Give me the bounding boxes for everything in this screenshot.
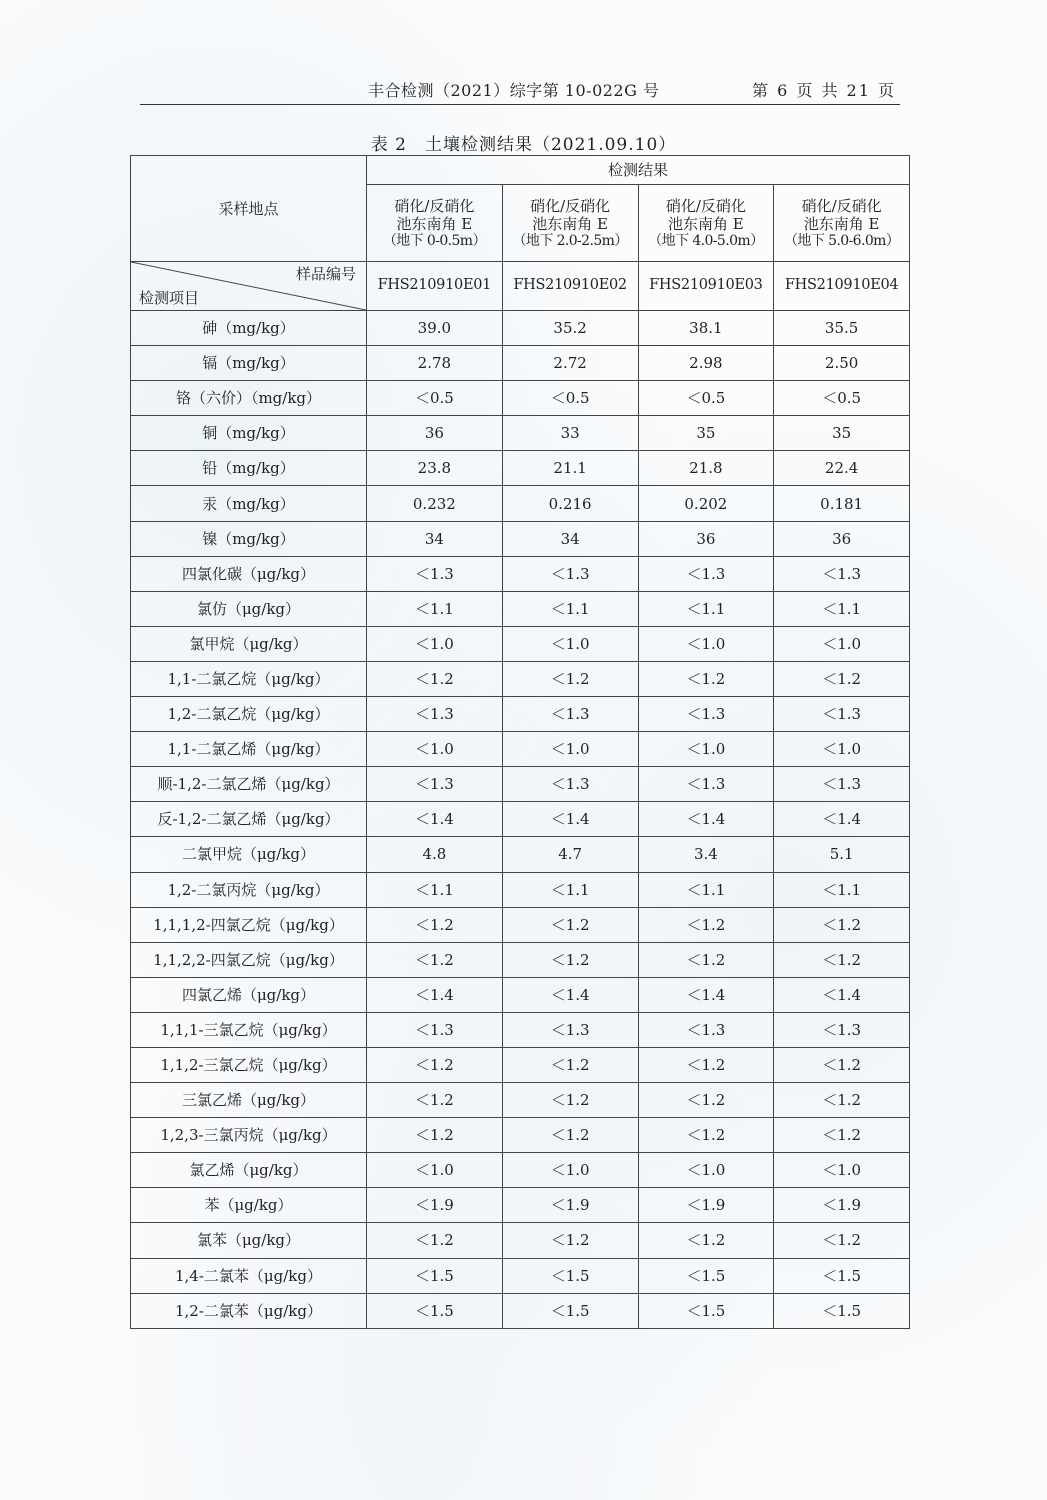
result-value-cell: 21.8 [638,451,774,486]
result-value-cell: ＜1.3 [774,556,910,591]
result-value-cell: ＜1.3 [638,1012,774,1047]
result-value-cell: 0.202 [638,486,774,521]
result-value-cell: ＜1.2 [367,1118,503,1153]
result-value-cell: 2.50 [774,346,910,381]
result-value-cell: ＜1.4 [367,977,503,1012]
table-row [131,697,910,732]
table-row [131,872,910,907]
test-item-cell: 1,1,1-三氯乙烷（μg/kg） [131,1012,367,1047]
result-value-cell: ＜0.5 [774,381,910,416]
result-value-cell: ＜1.0 [367,732,503,767]
result-value-cell: ＜1.5 [502,1293,638,1328]
table-row [131,802,910,837]
test-item-cell: 1,2,3-三氯丙烷（μg/kg） [131,1118,367,1153]
location-name-line1: 硝化/反硝化 [530,196,611,215]
result-value-cell: ＜1.1 [774,872,910,907]
result-value-cell: 35 [638,416,774,451]
result-value-cell: 0.216 [502,486,638,521]
result-value-cell: ＜1.2 [367,942,503,977]
result-value-cell: 35.2 [502,311,638,346]
result-value-cell: ＜1.2 [502,661,638,696]
test-item-cell: 顺-1,2-二氯乙烯（μg/kg） [131,767,367,802]
test-item-cell: 1,2-二氯乙烷（μg/kg） [131,697,367,732]
result-value-cell: ＜1.3 [502,767,638,802]
test-item-cell: 1,1-二氯乙烷（μg/kg） [131,661,367,696]
result-value-cell: ＜1.2 [638,661,774,696]
result-value-cell: ＜1.1 [367,872,503,907]
test-item-cell: 砷（mg/kg） [131,311,367,346]
result-value-cell: ＜1.1 [638,591,774,626]
test-item-cell: 1,1,2,2-四氯乙烷（μg/kg） [131,942,367,977]
result-value-cell: 36 [367,416,503,451]
test-item-cell: 二氯甲烷（μg/kg） [131,837,367,872]
result-value-cell: ＜0.5 [502,381,638,416]
table-row [131,1223,910,1258]
test-item-cell: 氯苯（μg/kg） [131,1223,367,1258]
sample-id: FHS210910E04 [774,262,910,311]
result-value-cell: 21.1 [502,451,638,486]
test-item-cell: 反-1,2-二氯乙烯（μg/kg） [131,802,367,837]
result-value-cell: ＜1.0 [367,1153,503,1188]
result-value-cell: ＜1.2 [774,1083,910,1118]
result-value-cell: ＜1.0 [502,732,638,767]
location-name-line2: 池东南角 E [396,214,473,233]
test-item-cell: 四氯乙烯（μg/kg） [131,977,367,1012]
table-row [131,416,910,451]
result-value-cell: ＜1.1 [774,591,910,626]
sampling-site-header: 采样地点 [131,156,367,262]
test-item-cell: 镍（mg/kg） [131,521,367,556]
table-row [131,1012,910,1047]
result-value-cell: ＜1.9 [367,1188,503,1223]
page-header [140,72,900,105]
result-value-cell: ＜1.2 [774,907,910,942]
test-item-cell: 汞（mg/kg） [131,486,367,521]
result-value-cell: ＜1.4 [638,977,774,1012]
result-value-cell: ＜1.0 [502,1153,638,1188]
result-value-cell: ＜1.2 [502,942,638,977]
sample-id: FHS210910E03 [638,262,774,311]
result-value-cell: ＜1.3 [638,767,774,802]
result-value-cell: ＜1.9 [774,1188,910,1223]
location-name-line2: 池东南角 E [803,214,880,233]
result-value-cell: ＜1.0 [638,1153,774,1188]
result-value-cell: ＜1.2 [774,942,910,977]
result-value-cell: 4.8 [367,837,503,872]
test-item-cell: 铜（mg/kg） [131,416,367,451]
result-value-cell: ＜1.2 [367,1223,503,1258]
table-row [131,556,910,591]
table-row [131,1047,910,1082]
result-value-cell: ＜0.5 [638,381,774,416]
result-value-cell: ＜1.4 [502,802,638,837]
result-value-cell: ＜1.5 [367,1293,503,1328]
result-value-cell: ＜1.1 [367,591,503,626]
result-value-cell: ＜1.3 [774,1012,910,1047]
soil-results-table [130,155,910,1329]
result-value-cell: ＜1.3 [367,697,503,732]
test-item-cell: 四氯化碳（μg/kg） [131,556,367,591]
table-row [131,1153,910,1188]
result-value-cell: ＜1.2 [774,1223,910,1258]
location-name-line1: 硝化/反硝化 [394,196,475,215]
result-value-cell: ＜1.2 [502,1047,638,1082]
sample-id: FHS210910E02 [502,262,638,311]
result-value-cell: 33 [502,416,638,451]
result-value-cell: 22.4 [774,451,910,486]
location-header [638,185,774,262]
location-name-line2: 池东南角 E [532,214,608,233]
result-value-cell: ＜1.3 [638,556,774,591]
location-name-line1: 硝化/反硝化 [665,196,746,215]
table-row [131,767,910,802]
test-item-cell: 苯（μg/kg） [131,1188,367,1223]
table-title: 表 2 土壤检测结果（2021.09.10） [370,135,677,155]
test-item-cell: 氯甲烷（μg/kg） [131,626,367,661]
result-value-cell: 36 [638,521,774,556]
test-item-cell: 镉（mg/kg） [131,346,367,381]
result-value-cell: ＜1.5 [502,1258,638,1293]
location-header [774,185,910,262]
result-value-cell: 35.5 [774,311,910,346]
location-depth: （地下 5.0-6.0m） [784,232,900,249]
result-value-cell: ＜1.5 [774,1293,910,1328]
result-value-cell: ＜1.5 [638,1293,774,1328]
table-row [131,1293,910,1328]
result-value-cell: ＜1.3 [367,767,503,802]
result-value-cell: ＜1.2 [367,661,503,696]
result-value-cell: ＜1.3 [367,556,503,591]
table-row [131,486,910,521]
location-name-line1: 硝化/反硝化 [801,196,882,215]
result-value-cell: ＜1.2 [638,1118,774,1153]
result-value-cell: ＜1.0 [774,1153,910,1188]
table-row [131,1258,910,1293]
result-value-cell: ＜1.0 [638,626,774,661]
result-value-cell: ＜1.9 [502,1188,638,1223]
table-row [131,1118,910,1153]
result-value-cell: ＜1.1 [502,872,638,907]
result-value-cell: 34 [502,521,638,556]
result-value-cell: ＜1.3 [774,767,910,802]
result-value-cell: ＜1.3 [502,697,638,732]
result-value-cell: ＜1.5 [638,1258,774,1293]
table-row [131,381,910,416]
test-item-cell: 1,1,2-三氯乙烷（μg/kg） [131,1047,367,1082]
result-value-cell: ＜1.2 [367,907,503,942]
location-depth: （地下 0-0.5m） [382,232,486,249]
result-value-cell: ＜1.4 [774,977,910,1012]
table-row [131,1188,910,1223]
test-item-cell: 氯仿（μg/kg） [131,591,367,626]
result-value-cell: ＜1.0 [774,626,910,661]
result-value-cell: 3.4 [638,837,774,872]
test-item-cell: 1,2-二氯苯（μg/kg） [131,1293,367,1328]
location-header [502,185,638,262]
test-item-cell: 氯乙烯（μg/kg） [131,1153,367,1188]
result-value-cell: ＜1.2 [638,1223,774,1258]
table-row [131,451,910,486]
result-value-cell: ＜1.2 [502,907,638,942]
test-item-cell: 1,2-二氯丙烷（μg/kg） [131,872,367,907]
test-item-cell: 1,1-二氯乙烯（μg/kg） [131,732,367,767]
result-value-cell: 39.0 [367,311,503,346]
result-value-cell: ＜1.2 [638,1083,774,1118]
result-value-cell: ＜1.2 [638,907,774,942]
result-value-cell: 2.78 [367,346,503,381]
table-row [131,732,910,767]
result-value-cell: ＜1.0 [502,626,638,661]
result-value-cell: ＜1.3 [502,1012,638,1047]
page-number: 第 6 页 共 21 页 [752,81,896,100]
diagonal-header-cell [131,262,367,311]
test-item-cell: 1,1,1,2-四氯乙烷（μg/kg） [131,907,367,942]
result-value-cell: ＜1.3 [367,1012,503,1047]
result-value-cell: 4.7 [502,837,638,872]
test-item-cell: 1,4-二氯苯（μg/kg） [131,1258,367,1293]
sample-no-label: 样品编号 [295,265,356,283]
result-value-cell: 2.72 [502,346,638,381]
result-value-cell: ＜1.3 [774,697,910,732]
result-value-cell: ＜0.5 [367,381,503,416]
test-item-cell: 三氯乙烯（μg/kg） [131,1083,367,1118]
table-row [131,837,910,872]
result-value-cell: ＜1.2 [502,1223,638,1258]
result-value-cell: ＜1.3 [638,697,774,732]
result-value-cell: ＜1.0 [774,732,910,767]
test-item-cell: 铅（mg/kg） [131,451,367,486]
location-name-line2: 池东南角 E [668,214,744,233]
sample-id: FHS210910E01 [367,262,503,311]
result-value-cell: ＜1.0 [367,626,503,661]
result-value-cell: ＜1.4 [638,802,774,837]
table-row [131,591,910,626]
result-value-cell: ＜1.4 [502,977,638,1012]
result-value-cell: ＜1.2 [367,1083,503,1118]
result-value-cell: ＜1.5 [774,1258,910,1293]
table-row [131,661,910,696]
result-value-cell: 0.181 [774,486,910,521]
result-value-cell: 34 [367,521,503,556]
table-row [131,942,910,977]
table-row [131,346,910,381]
result-value-cell: ＜1.2 [502,1083,638,1118]
result-value-cell: ＜1.2 [774,1118,910,1153]
results-header: 检测结果 [367,156,910,185]
result-value-cell: 0.232 [367,486,503,521]
table-row [131,977,910,1012]
table-row [131,1083,910,1118]
result-value-cell: ＜1.2 [638,1047,774,1082]
location-depth: （地下 4.0-5.0m） [648,232,764,249]
table-row [131,521,910,556]
result-value-cell: 36 [774,521,910,556]
result-value-cell: ＜1.2 [367,1047,503,1082]
table-row [131,626,910,661]
report-number: 丰合检测（2021）综字第 10-022G 号 [368,81,660,100]
result-value-cell: ＜1.0 [638,732,774,767]
test-item-cell: 铬（六价）（mg/kg） [131,381,367,416]
result-value-cell: 38.1 [638,311,774,346]
result-value-cell: 5.1 [774,837,910,872]
result-value-cell: ＜1.5 [367,1258,503,1293]
result-value-cell: ＜1.1 [502,591,638,626]
result-value-cell: 23.8 [367,451,503,486]
result-value-cell: ＜1.1 [638,872,774,907]
result-value-cell: ＜1.3 [502,556,638,591]
result-value-cell: ＜1.4 [774,802,910,837]
table-row [131,907,910,942]
result-value-cell: ＜1.2 [502,1118,638,1153]
location-header [367,185,503,262]
test-item-label: 检测项目 [139,289,200,307]
location-depth: （地下 2.0-2.5m） [512,232,628,249]
result-value-cell: ＜1.9 [638,1188,774,1223]
result-value-cell: 2.98 [638,346,774,381]
result-value-cell: ＜1.2 [774,661,910,696]
table-row [131,311,910,346]
result-value-cell: ＜1.2 [638,942,774,977]
result-value-cell: ＜1.2 [774,1047,910,1082]
result-value-cell: ＜1.4 [367,802,503,837]
result-value-cell: 35 [774,416,910,451]
